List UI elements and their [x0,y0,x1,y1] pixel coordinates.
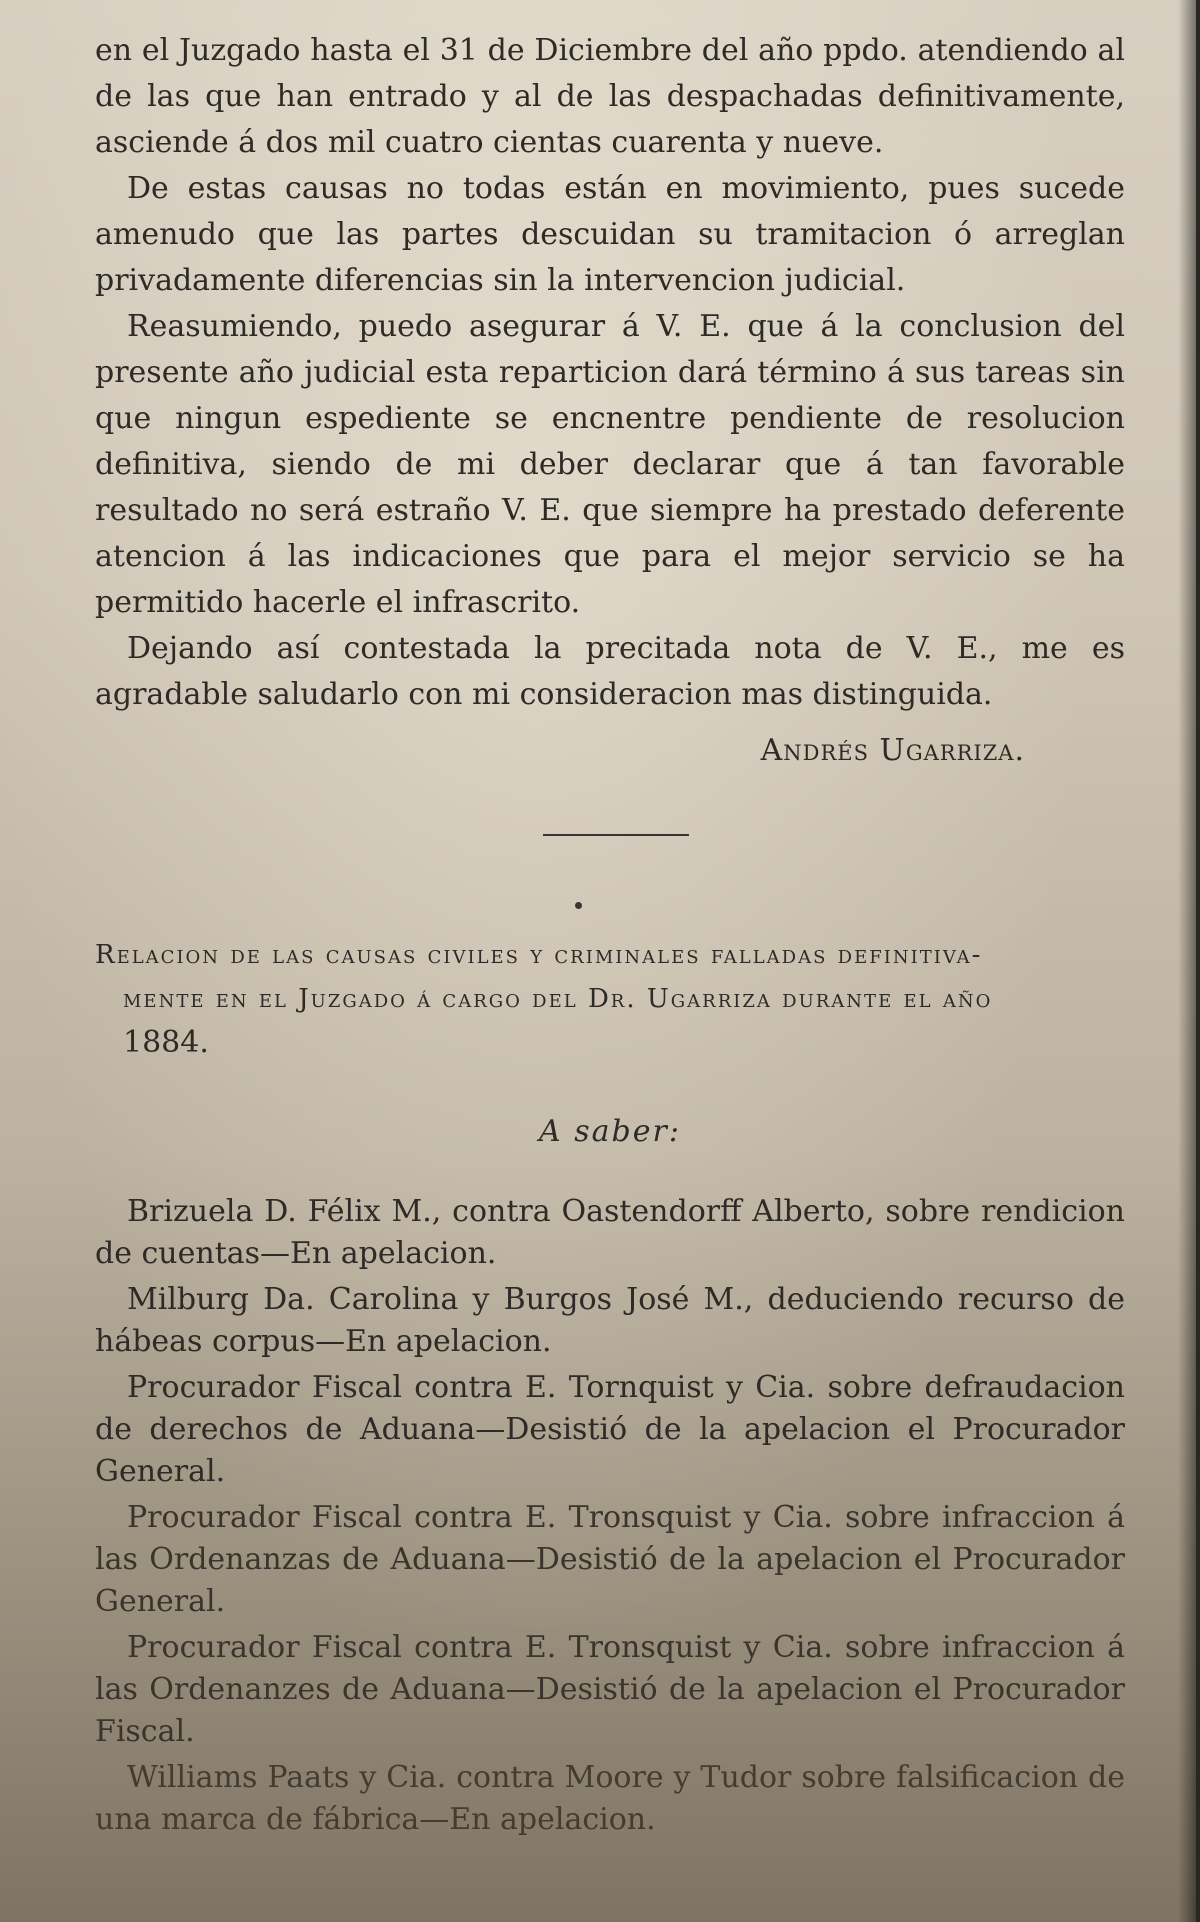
page-body [95,28,1125,1845]
paragraph-2: De estas causas no todas están en movimiento, pues sucede amenudo que las partes descuidan su tramitacion ó arreglan privadamente diferencias sin la intervencion judicial. [95,171,1125,298]
case-item: Procurador Fiscal contra E. Tronsquist y Cia. sobre infraccion á las Ordenanzes de Aduana—Desistió de la apelacion el Procurador Fiscal. [95,1630,1125,1749]
heading-line-1: Relacion de las causas civiles y criminales falladas definitiva- [95,940,983,970]
ink-dot [575,902,582,909]
paragraph-4: Dejando así contestada la precitada nota de V. E., me es agradable saludarlo con mi consideracion mas distinguida. [95,631,1125,712]
case-item: Williams Paats y Cia. contra Moore y Tudor sobre falsificacion de una marca de fábrica—En apelacion. [95,1760,1125,1837]
case-item: Procurador Fiscal contra E. Tornquist y Cia. sobre defraudacion de derechos de Aduana—Desistió de la apelacion el Procurador General. [95,1370,1125,1489]
paragraph-1: en el Juzgado hasta el 31 de Diciembre del año ppdo. atendiendo al de las que han entrado y al de las despachadas definitivamente, asciende á dos mil cuatro cientas cuarenta y nueve. [95,33,1125,160]
case-list [95,1191,1125,1841]
paragraph-3: Reasumiendo, puedo asegurar á V. E. que á la conclusion del presente año judicial esta reparticion dará término á sus tareas sin que ningun espediente se encnentre pendiente de resolucion definitiva, siendo de mi deber declarar que á tan favorable resultado no será estraño V. E. que siempre ha prestado deferente atencion á las indicaciones que para el mejor servicio se ha permitido hacerle el infrascrito. [95,309,1125,620]
case-item: Procurador Fiscal contra E. Tronsquist y Cia. sobre infraccion á las Ordenanzas de Aduana—Desistió de la apelacion el Procurador General. [95,1500,1125,1619]
signature: Andrés Ugarriza. [760,733,1025,768]
subheading: A saber: [539,1114,681,1149]
section-heading [95,933,1125,1065]
heading-year: 1884. [123,1025,209,1060]
case-item: Milburg Da. Carolina y Burgos José M., deduciendo recurso de hábeas corpus—En apelacion. [95,1282,1125,1359]
section-divider [543,834,689,836]
case-item: Brizuela D. Félix M., contra Oastendorff Alberto, sobre rendicion de cuentas—En apelacion. [95,1194,1125,1271]
heading-line-2: mente en el Juzgado á cargo del Dr. Ugarriza durante el año [123,984,993,1014]
